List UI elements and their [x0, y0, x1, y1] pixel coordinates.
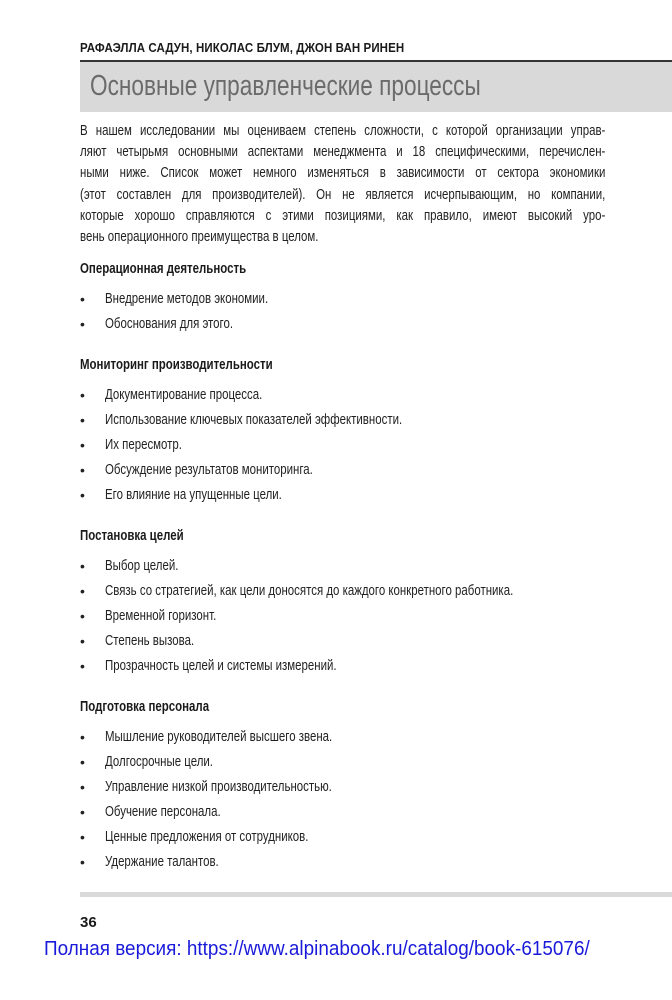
- intro-line: В нашем исследовании мы оцениваем степень сложности, с которой организации управ-: [80, 123, 606, 139]
- list-item-text: Документирование процесса.: [105, 387, 263, 403]
- intro-line: ляют четырьмя основными аспектами менеджмента и 18 специфическими, перечислен-: [80, 144, 606, 161]
- bullet-icon: •: [80, 804, 85, 820]
- list-item-text: Обучение персонала.: [105, 804, 221, 820]
- list-item-text: Обсуждение результатов мониторинга.: [105, 462, 313, 478]
- bullet-icon: •: [80, 729, 85, 745]
- list-item-text: Управление низкой производительностью.: [105, 779, 332, 795]
- title-bar: [80, 62, 672, 112]
- list-item-text: Выбор целей.: [105, 558, 179, 574]
- page-number: 36: [80, 914, 97, 931]
- list-item-text: Временной горизонт.: [105, 608, 217, 624]
- page-title: Основные управленческие процессы: [90, 70, 481, 102]
- list-item-text: Их пересмотр.: [105, 437, 182, 453]
- bullet-icon: •: [80, 558, 85, 574]
- bullet-icon: •: [80, 291, 85, 307]
- section-heading-personnel: Подготовка персонала: [80, 699, 210, 715]
- bullet-icon: •: [80, 437, 85, 453]
- bullet-icon: •: [80, 487, 85, 503]
- bullet-icon: •: [80, 608, 85, 624]
- list-item-text: Удержание талантов.: [105, 854, 219, 870]
- bullet-icon: •: [80, 583, 85, 599]
- intro-paragraph: [80, 121, 605, 248]
- intro-line: ными ниже. Список может немного изменяться в зависимости от сектора экономики: [80, 165, 606, 182]
- bullet-icon: •: [80, 633, 85, 649]
- bullet-icon: •: [80, 829, 85, 845]
- list-item-text: Мышление руководителей высшего звена.: [105, 729, 333, 745]
- full-version-link[interactable]: Полная версия: https://www.alpinabook.ru/catalog/book-615076/: [44, 938, 590, 960]
- bullet-icon: •: [80, 387, 85, 403]
- list-item-text: Обоснования для этого.: [105, 316, 234, 332]
- list-item-text: Связь со стратегией, как цели доносятся до каждого конкретного работника.: [105, 583, 514, 599]
- intro-line: которые хорошо справляются с этими позициями, как правило, имеют высокий уро-: [80, 207, 606, 224]
- bullet-icon: •: [80, 854, 85, 870]
- section-heading-monitoring: Мониторинг производительности: [80, 357, 273, 373]
- bullet-icon: •: [80, 754, 85, 770]
- list-item-text: Долгосрочные цели.: [105, 754, 213, 770]
- intro-line: (этот составлен для производителей). Он не является исчерпывающим, но компании,: [80, 186, 606, 203]
- bullet-icon: •: [80, 779, 85, 795]
- bullet-icon: •: [80, 316, 85, 332]
- list-item-text: Его влияние на упущенные цели.: [105, 487, 282, 503]
- running-header: РАФАЭЛЛА САДУН, НИКОЛАС БЛУМ, ДЖОН ВАН РИНЕН: [80, 41, 405, 55]
- footer-rule: [80, 892, 672, 897]
- bullet-icon: •: [80, 462, 85, 478]
- section-heading-goals: Постановка целей: [80, 528, 184, 544]
- intro-line: вень операционного преимущества в целом.: [80, 229, 319, 246]
- bullet-icon: •: [80, 412, 85, 428]
- list-item-text: Ценные предложения от сотрудников.: [105, 829, 309, 845]
- bullet-icon: •: [80, 658, 85, 674]
- list-item-text: Внедрение методов экономии.: [105, 291, 269, 307]
- list-item-text: Степень вызова.: [105, 633, 195, 649]
- list-item-text: Прозрачность целей и системы измерений.: [105, 658, 337, 674]
- list-item-text: Использование ключевых показателей эффективности.: [105, 412, 403, 428]
- section-heading-operations: Операционная деятельность: [80, 261, 247, 277]
